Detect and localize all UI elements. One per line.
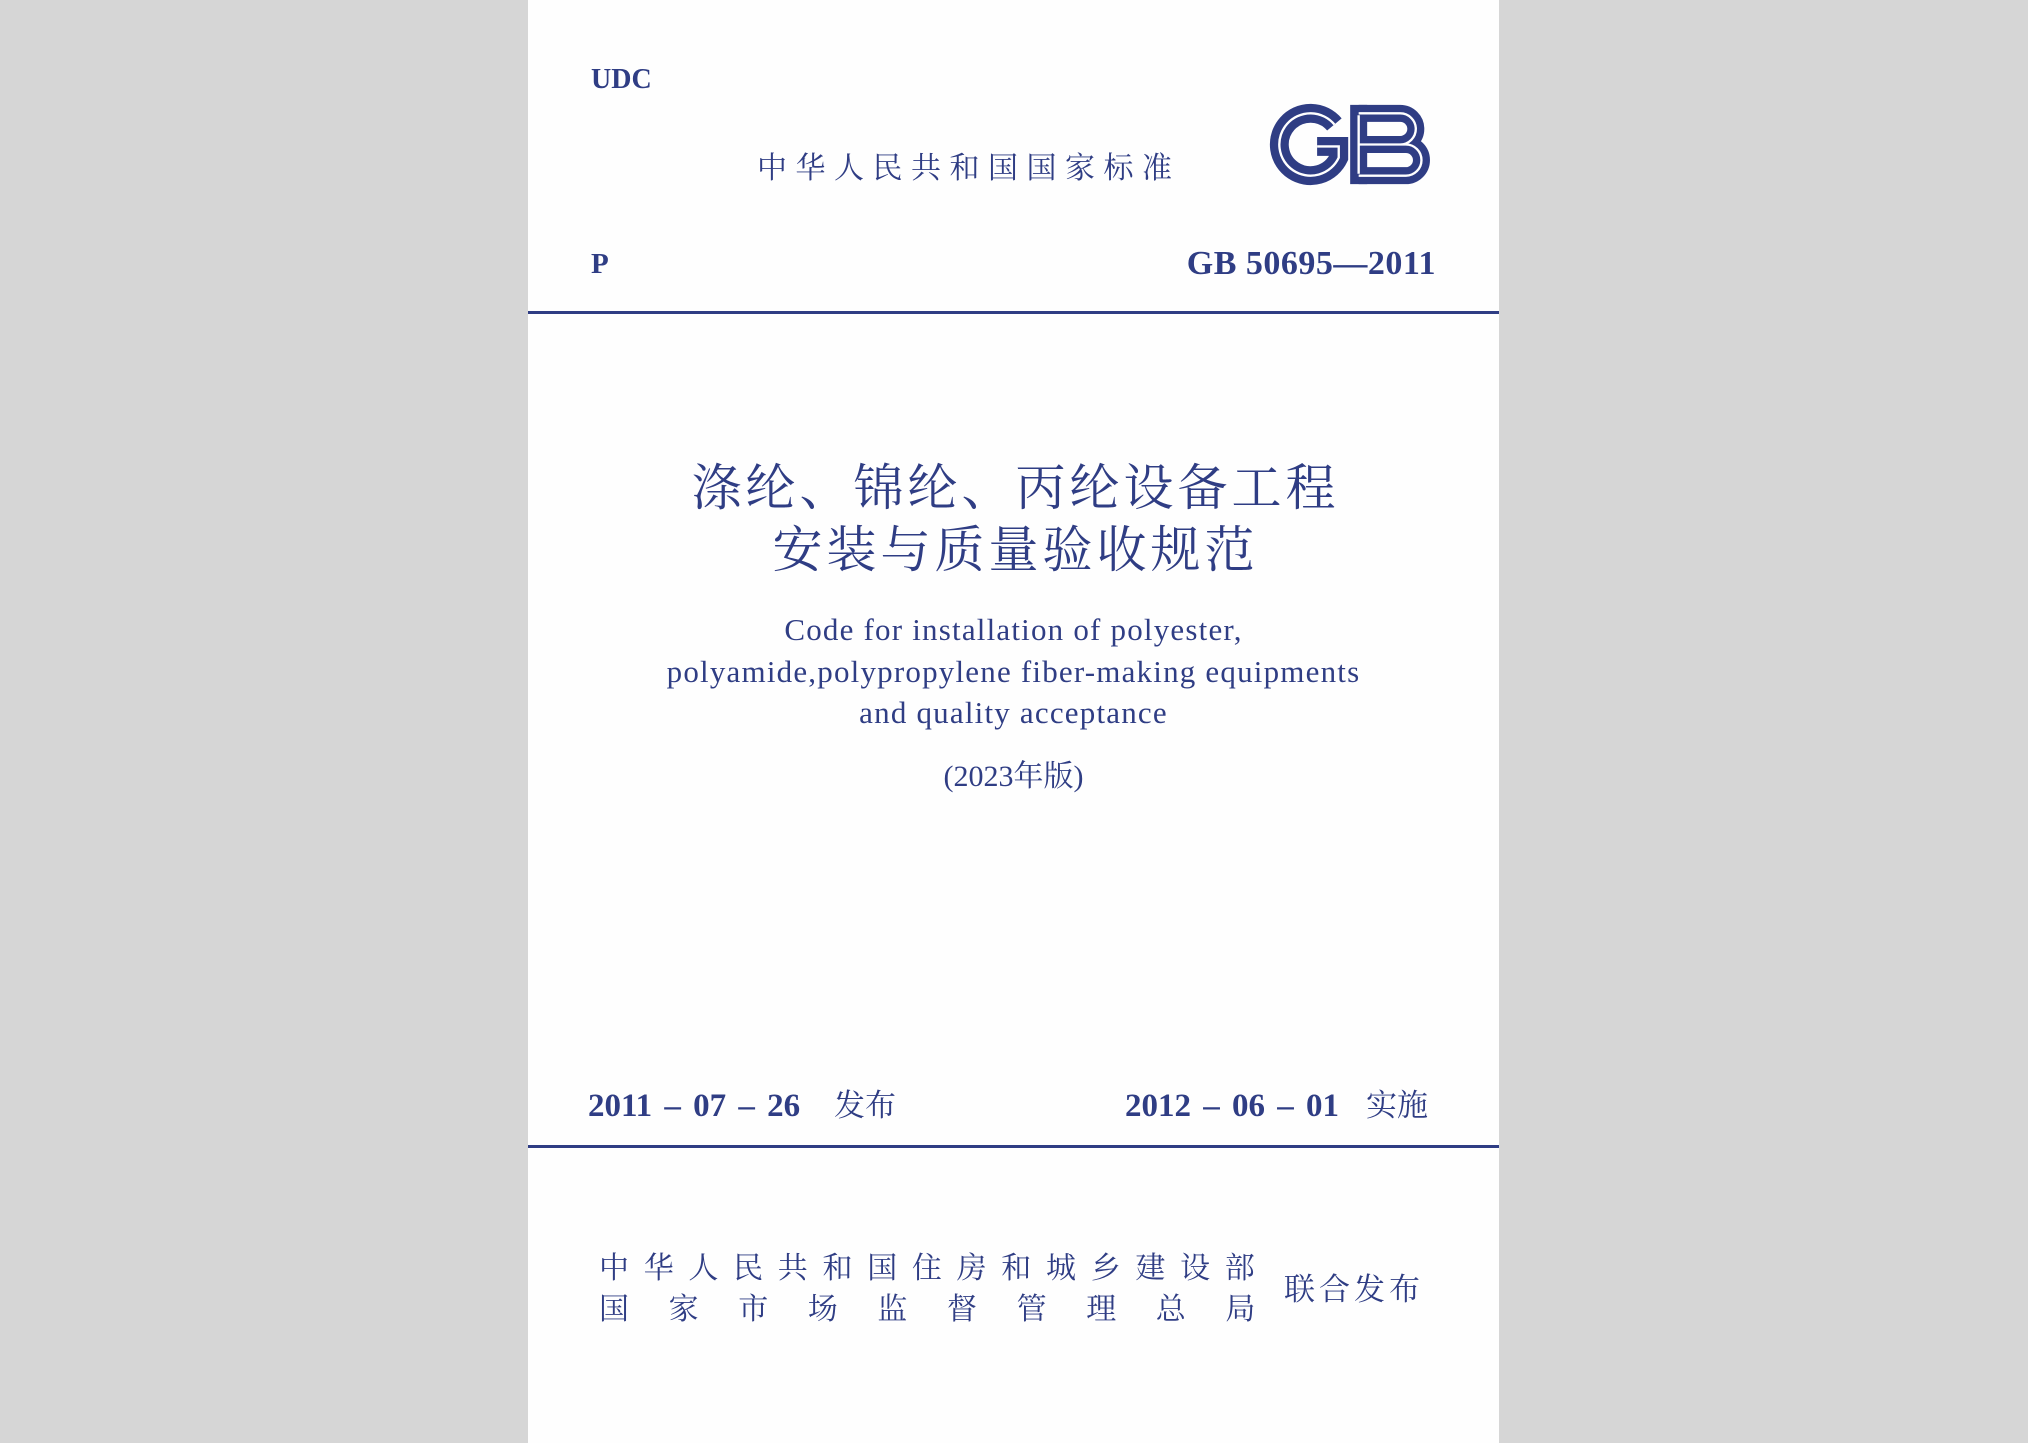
title-zh [528, 457, 1499, 581]
gb-logo-b [1359, 113, 1422, 175]
publish-date: 2011 – 07 – 26 [588, 1088, 801, 1124]
title-en-line: and quality acceptance [859, 695, 1168, 730]
title-en [528, 609, 1499, 734]
edition-label: (2023年版) [943, 760, 1084, 793]
standard-number: GB 50695—2011 [1186, 245, 1436, 282]
document-page [528, 0, 1499, 1443]
gb-logo [1268, 101, 1438, 188]
title-zh-line: 涤纶、锦纶、丙纶设备工程 [691, 459, 1340, 517]
issuer-line: 中华人民共和国住房和城乡建设部 [599, 1251, 1270, 1286]
standard-type: 中华人民共和国国家标准 [757, 151, 1181, 186]
publish-label: 发布 [834, 1088, 896, 1124]
title-zh-line: 安装与质量验收规范 [772, 521, 1259, 579]
footer-divider [528, 1145, 1499, 1148]
gb-logo-g [1279, 113, 1338, 175]
category-code: P [591, 248, 609, 280]
effective-date: 2012 – 06 – 01 [1125, 1088, 1339, 1124]
title-en-line: polyamide,polypropylene fiber-making equipments [666, 653, 1361, 689]
joint-publish-label: 联合发布 [1284, 1272, 1424, 1308]
title-en-line: Code for installation of polyester, [784, 612, 1243, 647]
issuer-line: 国家市场监督管理总局 [599, 1292, 1295, 1327]
header-divider [528, 311, 1499, 314]
effective-label: 实施 [1366, 1088, 1428, 1124]
udc-label: UDC [591, 64, 652, 95]
